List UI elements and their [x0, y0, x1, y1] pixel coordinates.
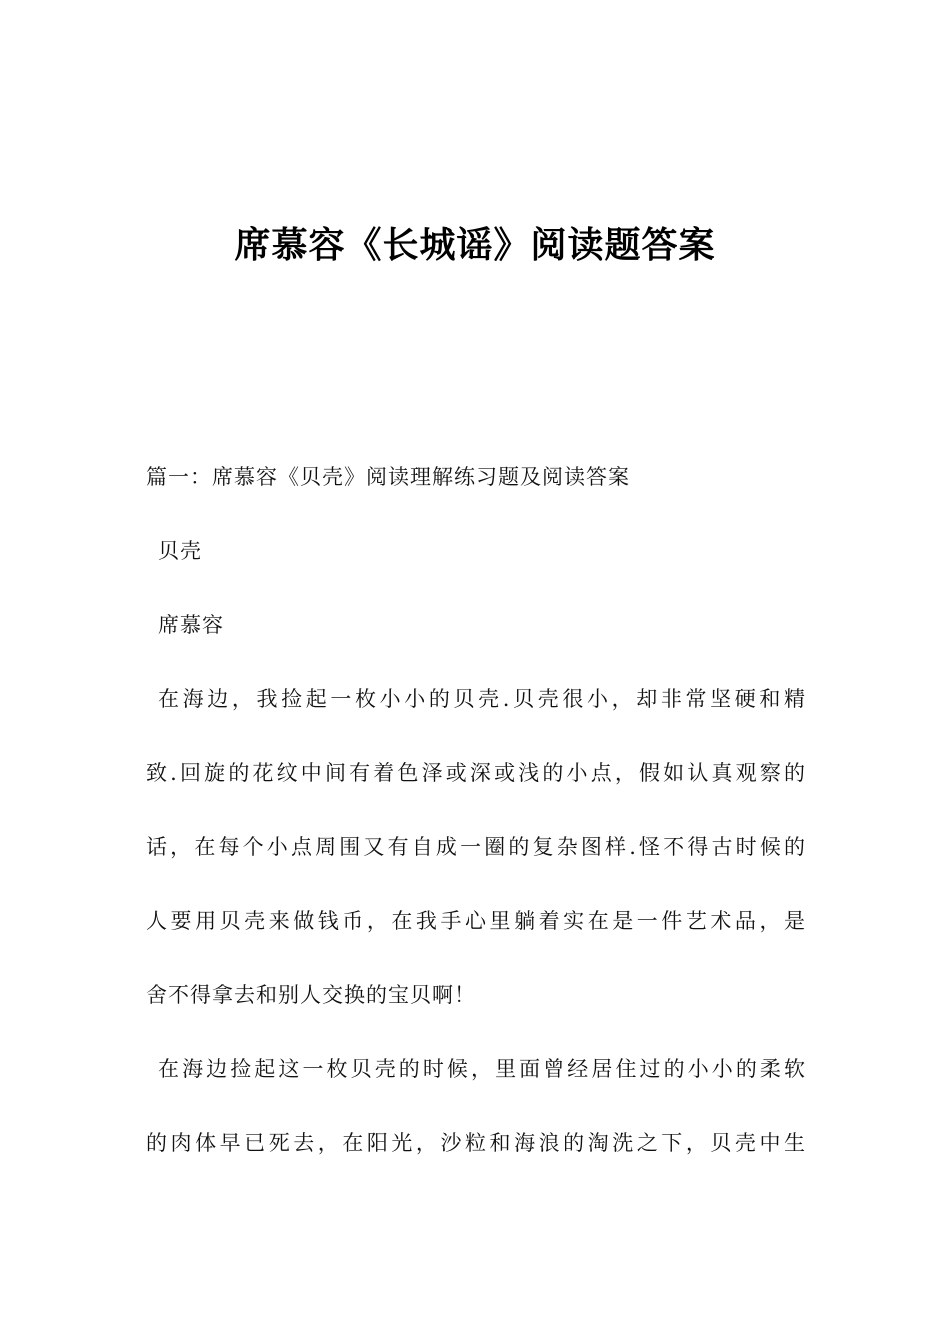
paragraph-line: 在海边捡起这一枚贝壳的时候，里面曾经居住过的小小的柔软: [158, 1057, 806, 1081]
paragraph-line: 在海边，我捡起一枚小小的贝壳.贝壳很小，却非常坚硬和精: [158, 687, 806, 711]
essay-author: 席慕容: [158, 613, 224, 637]
paragraph-line: 的肉体早已死去，在阳光，沙粒和海浪的淘洗之下，贝壳中生: [146, 1131, 806, 1155]
section-heading: 篇一：席慕容《贝壳》阅读理解练习题及阅读答案: [146, 465, 630, 489]
essay-title: 贝壳: [158, 539, 202, 563]
paragraph-line: 话，在每个小点周围又有自成一圈的复杂图样.怪不得古时候的: [146, 835, 806, 859]
document-title: 席慕容《长城谣》阅读题答案: [234, 225, 716, 266]
document-body: [146, 460, 806, 1200]
paragraph-line: 舍不得拿去和别人交换的宝贝啊！: [146, 983, 476, 1007]
paragraph-line: 人要用贝壳来做钱币，在我手心里躺着实在是一件艺术品，是: [146, 909, 806, 933]
paragraph-line: 致.回旋的花纹中间有着色泽或深或浅的小点，假如认真观察的: [146, 761, 806, 785]
